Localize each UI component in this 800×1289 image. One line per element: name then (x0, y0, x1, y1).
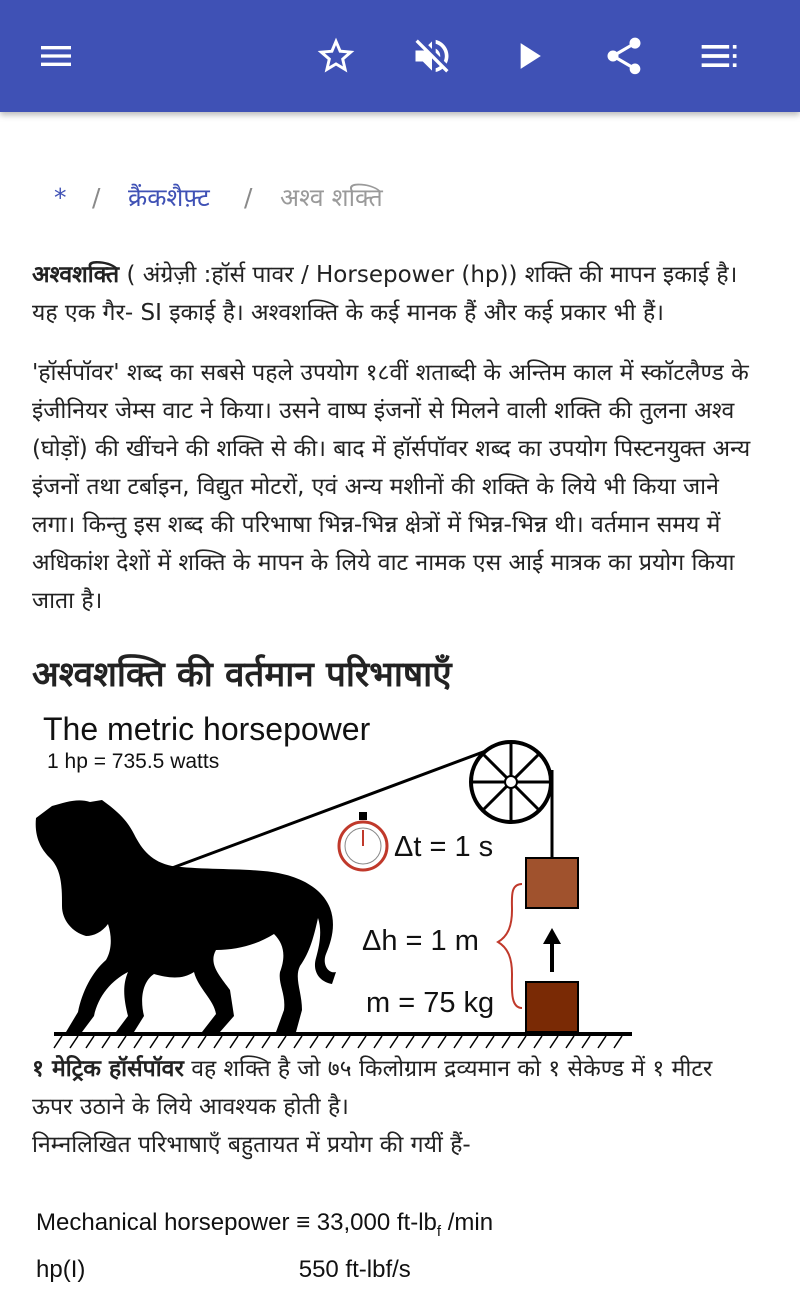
formula-unit: /min (441, 1209, 494, 1236)
height-label: Δh = 1 m (362, 925, 479, 957)
mass-label: m = 75 kg (366, 987, 495, 1019)
share-button[interactable] (596, 28, 652, 84)
time-label: Δt = 1 s (394, 831, 494, 863)
app-bar (0, 0, 800, 112)
definition-text: वह शक्ति है जो ७५ किलोग्राम द्रव्यमान को १ सेकेण्ड में १ मीटर ऊपर उठाने के लिये आवश्यक होती है। (32, 1056, 713, 1120)
stopwatch-icon (339, 812, 387, 870)
breadcrumb-separator: / (244, 183, 253, 212)
breadcrumb (0, 178, 800, 222)
formula-line (32, 1204, 756, 1251)
volume-off-icon (410, 34, 454, 78)
definition-bold-term: १ मेट्रिक हॉर्सपॉवर (32, 1056, 184, 1082)
breadcrumb-parent-link[interactable]: क्रैंकशैफ़्ट (128, 183, 210, 212)
intro-text: ( अंग्रेज़ी :हॉर्स पावर / Horsepower (hp)) शक्ति की मापन इकाई है। यह एक गैर- SI इकाई है। अश्वशक्ति के कई मानक हैं और कई प्रकार भी हैं। (32, 262, 738, 326)
star-icon (314, 34, 358, 78)
horse-icon (36, 800, 336, 1032)
bookmark-button[interactable] (308, 28, 364, 84)
section-heading: अश्वशक्ति की वर्तमान परिभाषाएँ (32, 655, 452, 695)
formula-eq: ≡ 33,000 ft-lb (289, 1209, 437, 1236)
pulley-icon (471, 742, 551, 822)
intro-paragraph (32, 256, 756, 332)
play-button[interactable] (500, 28, 556, 84)
contents-button[interactable] (692, 28, 748, 84)
breadcrumb-current: अश्व शक्ति (280, 183, 383, 212)
figure-title: The metric horsepower (43, 711, 371, 747)
menu-icon (36, 36, 76, 76)
mute-button[interactable] (404, 28, 460, 84)
menu-button[interactable] (28, 28, 84, 84)
formula-sub: f (436, 1222, 442, 1240)
breadcrumb-separator: / (92, 183, 101, 212)
definition-paragraph (32, 1050, 756, 1126)
article-body (32, 256, 756, 1289)
history-paragraph: 'हॉर्सपॉवर' शब्द का सबसे पहले उपयोग १८वीं शताब्दी के अन्तिम काल में स्कॉटलैण्ड के इंजीनियर जेम्स वाट ने किया। उसने वाष्प इंजनों से मिलने वाली शक्ति की तुलना अश्व (घोड़ों) की खींचने की शक्ति से की। बाद में हॉर्सपॉवर शब्द का उपयोग पिस्टनयुक्त अन्य इंजनों तथा टर्बाइन, विद्युत मोटरों, एवं अन्य मशीनों की शक्ति के लिये भी किया जाने लगा। किन्तु इस शब्द की परिभाषा भिन्न-भिन्न क्षेत्रों में भिन्न-भिन्न थी। वर्तमान समय में अधिकांश देशों में शक्ति के मापन के लिये वाट नामक एस आई मात्रक का प्रयोग किया जाता है। (32, 360, 751, 614)
play-icon (506, 34, 550, 78)
figure-subtitle: 1 hp = 735.5 watts (47, 750, 220, 773)
intro-bold-term: अश्वशक्ति (32, 262, 120, 288)
breadcrumb-root-link[interactable]: * (54, 183, 67, 212)
list-icon (698, 34, 742, 78)
formula-line-2: hp(I) 550 ft-lbf/s (36, 1255, 411, 1283)
formula-name: Mechanical horsepower (36, 1209, 290, 1236)
metric-horsepower-figure (32, 710, 662, 1050)
definitions-intro: निम्नलिखित परिभाषाएँ बहुतायत में प्रयोग की गयीं हैं- (32, 1132, 471, 1158)
share-icon (602, 34, 646, 78)
